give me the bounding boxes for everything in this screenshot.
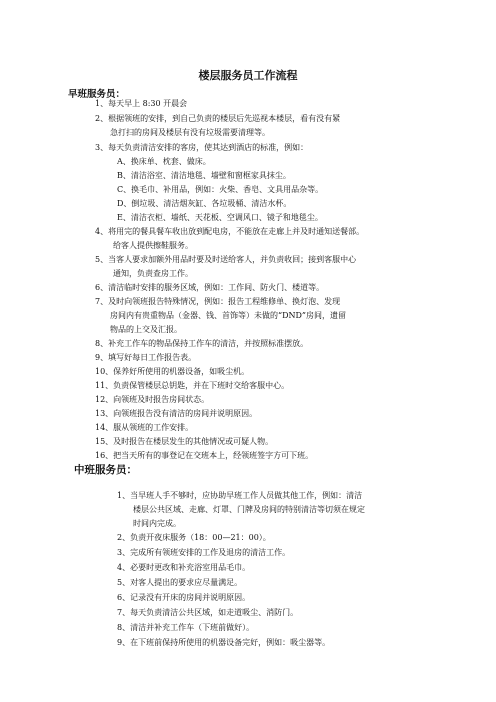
list-item: 4、必要时更改和补充浴室用品毛巾。 [117, 563, 251, 572]
list-item: B、清洁浴室、清洁地毯、墙壁和窗框家具抹尘。 [117, 171, 291, 180]
list-item: 12、向领班及时报告房间状态。 [95, 395, 210, 404]
list-item: 通知，负责查房工作。 [113, 269, 193, 278]
list-item: 5、对客人提出的要求应尽量满足。 [117, 578, 243, 587]
list-item: 4、将用完的餐具餐车收出放到配电房，不能放在走廊上并及时通知送餐部。 [95, 227, 365, 236]
list-item: 给客人提供擦鞋服务。 [113, 241, 193, 250]
list-item: 9、填写好每日工作报告表。 [95, 353, 197, 362]
list-item: D、倒垃圾、清洁烟灰缸、各垃圾桶、清洁水杯。 [117, 199, 292, 208]
list-item: 16、把当天所有的事登记在交班本上，经领班签字方可下班。 [95, 451, 314, 460]
list-item: 房间内有贵重物品（金器、钱、首饰等）未做的“DND”房间，遗留 [110, 311, 347, 320]
list-item: 物品的上交及汇报。 [110, 325, 182, 334]
page-title: 楼层服务员工作流程 [198, 69, 298, 82]
list-item: 5、当客人要求加额外用品时要及时送给客人，并负责收回；接到客服中心 [95, 255, 357, 264]
list-item: A、换床单、枕套、做床。 [117, 157, 211, 166]
list-item: E、清洁衣柜、墙纸、天花板、空调风口、镜子和地毯尘。 [117, 213, 323, 222]
list-item: C、换毛巾、补用品，例如：火柴、香皂、文具用品杂等。 [117, 185, 324, 194]
list-item: 3、每天负责清洁安排的客房，使其达到酒店的标准，例如： [95, 143, 309, 152]
list-item: 1、当早班人手不够时，应协助早班工作人员做其他工作，例如：清洁 [117, 491, 363, 500]
list-item: 9、在下班前保持所使用的机器设备完好，例如：吸尘器等。 [117, 638, 331, 647]
list-item: 7、及时向领班报告特殊情况，例如：报告工程维修单、换灯泡、发现 [95, 297, 341, 306]
list-item: 10、保养好所使用的机器设备，如吸尘机。 [95, 367, 250, 376]
list-item: 13、向领班报告没有清洁的房间并说明原因。 [95, 409, 258, 418]
list-item: 急打扫的房间及楼层有没有垃圾需要清理等。 [110, 128, 270, 137]
morning-shift-heading: 早班服务员： [68, 89, 126, 100]
list-item: 7、每天负责清洁公共区域，如走道吸尘、消防门。 [117, 608, 299, 617]
list-item: 11、负责保管楼层总钥匙，并在下班时交给客服中心。 [95, 381, 290, 390]
list-item: 1、每天早上 8:30 开晨会 [95, 99, 188, 108]
list-item: 6、记录没有开床的房间并说明原因。 [117, 593, 251, 602]
list-item: 14、服从领班的工作安排。 [95, 423, 194, 432]
list-item: 8、清洁并补充工作车（下班前做好）。 [117, 623, 255, 632]
list-item: 15、及时报告在楼层发生的其他情况或可疑人物。 [95, 437, 274, 446]
list-item: 3、完成所有领班安排的工作及退房的清洁工作。 [117, 548, 291, 557]
middle-shift-heading: 中班服务员： [74, 464, 137, 476]
list-item: 8、补充工作车的物品保持工作车的清洁，并按照标准摆放。 [95, 339, 309, 348]
list-item: 2、根据领班的安排，到自己负责的楼层后先巡视本楼层，看有没有紧 [95, 114, 341, 123]
list-item: 6、清洁临时安排的服务区域，例如：工作间、防火门、楼道等。 [95, 283, 325, 292]
list-item: 时间内完成。 [133, 519, 181, 528]
list-item: 楼层公共区域、走廊、灯罩、门牌及房间的特别清洁等切须在规定 [133, 505, 365, 514]
list-item: 2、负责开夜床服务（18：00—21：00）。 [117, 533, 271, 542]
